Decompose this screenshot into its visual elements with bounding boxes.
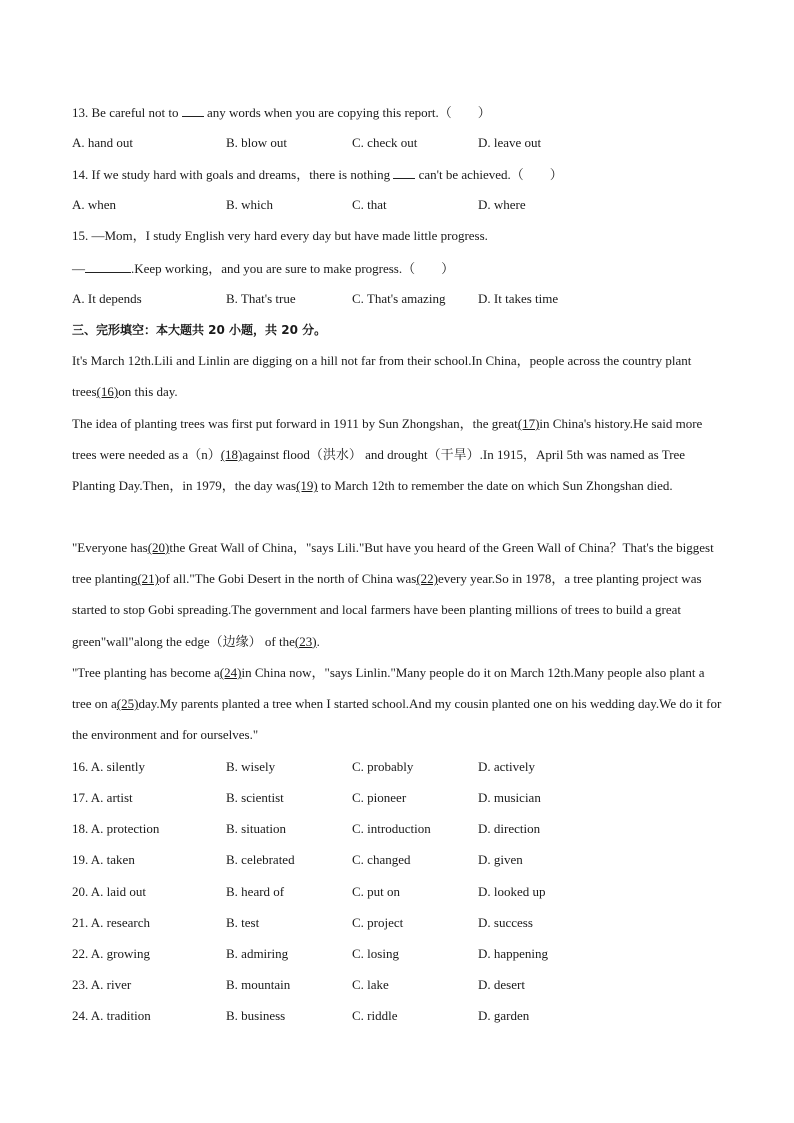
choice-row-22 xyxy=(72,946,732,962)
choice-row-17 xyxy=(72,790,732,806)
option-b: B. business xyxy=(226,1008,286,1023)
question-15-reply: — .Keep working，and you are sure to make progress.（ ） xyxy=(72,261,455,276)
question-14-stem: 14. If we study hard with goals and dreams，there is nothing can't be achieved.（ ） xyxy=(72,167,563,182)
blank-25: (25) xyxy=(116,696,139,712)
option-c: C. That's amazing xyxy=(352,291,446,306)
choice-row-18 xyxy=(72,821,732,837)
choice-row-21 xyxy=(72,915,732,931)
option-a: 16. A. silently xyxy=(72,759,145,774)
option-b: B. That's true xyxy=(226,291,296,306)
option-b: B. celebrated xyxy=(226,852,295,867)
option-c: C. riddle xyxy=(352,1008,398,1023)
passage-paragraph-1: It's March 12th.Lili and Linlin are digging on a hill not far from their school.In China，people across the country plant trees(16)on this day. xyxy=(72,353,692,400)
option-b: B. situation xyxy=(226,821,286,836)
passage-paragraph-2: The idea of planting trees was first put forward in 1911 by Sun Zhongshan，the great(17)in China's history.He said more trees were needed as a（n）(18)against flood（洪水） and drought（干旱）.In 1915，April 5th was named as Tree Planting Day.Then，in 1979，the day was(19) to March 12th to remember the date on which Sun Zhongshan died. xyxy=(72,416,703,494)
option-d: D. direction xyxy=(478,821,541,836)
blank-21: (21) xyxy=(137,571,160,587)
option-a: A. It depends xyxy=(72,291,142,306)
option-d: D. musician xyxy=(478,790,541,805)
option-c: C. probably xyxy=(352,759,414,774)
option-d: D. leave out xyxy=(478,135,542,150)
option-a: 17. A. artist xyxy=(72,790,133,805)
option-b: B. heard of xyxy=(226,884,285,899)
choice-row-23 xyxy=(72,977,732,993)
option-b: B. test xyxy=(226,915,260,930)
blank-18: (18) xyxy=(220,447,243,463)
passage-paragraph-4: "Tree planting has become a(24)in China now，"says Linlin."Many people do it on March 12th.Many people also plant a tree on a(25)day.My parents planted a tree when I started school.And my cousin planted one on his wedding day.We do it for the environment and for ourselves." xyxy=(72,665,722,743)
option-a: 23. A. river xyxy=(72,977,132,992)
option-a: 24. A. tradition xyxy=(72,1008,151,1023)
question-15-options xyxy=(72,291,732,307)
blank-24: (24) xyxy=(219,665,242,680)
option-c: C. pioneer xyxy=(352,790,407,805)
blank-17: (17) xyxy=(517,416,540,431)
option-c: C. lake xyxy=(352,977,389,992)
option-b: B. admiring xyxy=(226,946,289,961)
option-d: D. It takes time xyxy=(478,291,559,306)
answer-blank xyxy=(393,166,415,179)
option-b: B. wisely xyxy=(226,759,276,774)
blank-19: (19) xyxy=(296,478,318,494)
option-c: C. project xyxy=(352,915,404,930)
option-a: 21. A. research xyxy=(72,915,150,930)
passage-paragraph-3: "Everyone has(20)the Great Wall of China，"says Lili."But have you heard of the Green Wall of China？That's the biggest tree planting(21)of all."The Gobi Desert in the north of China was(22)every year.So in 1978，a tree planting project was started to stop Gobi spreading.The government and local farmers have been planting millions of trees to build a great green"wall"along the edge（边缘） of the(23). xyxy=(72,540,714,649)
option-a: 19. A. taken xyxy=(72,852,135,867)
option-a: 22. A. growing xyxy=(72,946,150,961)
option-d: D. happening xyxy=(478,946,549,961)
option-d: D. given xyxy=(478,852,523,867)
choice-row-24 xyxy=(72,1008,732,1024)
question-13-stem: 13. Be careful not to any words when you are copying this report.（ ） xyxy=(72,105,491,120)
option-d: D. success xyxy=(478,915,533,930)
blank-23: (23) xyxy=(294,633,317,649)
choice-row-20 xyxy=(72,884,732,900)
section-heading: 三、完形填空：本大题共 20 小题，共 20 分。 xyxy=(72,323,327,337)
option-b: B. blow out xyxy=(226,135,288,150)
option-d: D. looked up xyxy=(478,884,546,899)
question-13-options xyxy=(72,135,732,151)
answer-blank xyxy=(85,260,131,273)
option-b: B. scientist xyxy=(226,790,284,805)
option-d: D. where xyxy=(478,197,526,212)
option-c: C. put on xyxy=(352,884,401,899)
option-c: C. changed xyxy=(352,852,411,867)
answer-blank xyxy=(182,104,204,117)
option-d: D. actively xyxy=(478,759,536,774)
blank-20: (20) xyxy=(147,540,170,555)
option-a: A. hand out xyxy=(72,135,134,150)
option-c: C. losing xyxy=(352,946,399,961)
option-a: A. when xyxy=(72,197,117,212)
option-a: 20. A. laid out xyxy=(72,884,147,899)
choice-row-16 xyxy=(72,759,732,775)
option-d: D. desert xyxy=(478,977,525,992)
question-15-stem: 15. —Mom，I study English very hard every day but have made little progress. xyxy=(72,228,488,243)
option-a: 18. A. protection xyxy=(72,821,160,836)
question-14-options xyxy=(72,197,732,213)
blank-16: (16) xyxy=(96,384,119,400)
option-b: B. which xyxy=(226,197,273,212)
option-c: C. introduction xyxy=(352,821,431,836)
option-c: C. that xyxy=(352,197,387,212)
option-c: C. check out xyxy=(352,135,418,150)
choice-row-19 xyxy=(72,852,732,868)
option-b: B. mountain xyxy=(226,977,291,992)
option-d: D. garden xyxy=(478,1008,530,1023)
blank-22: (22) xyxy=(416,571,438,587)
